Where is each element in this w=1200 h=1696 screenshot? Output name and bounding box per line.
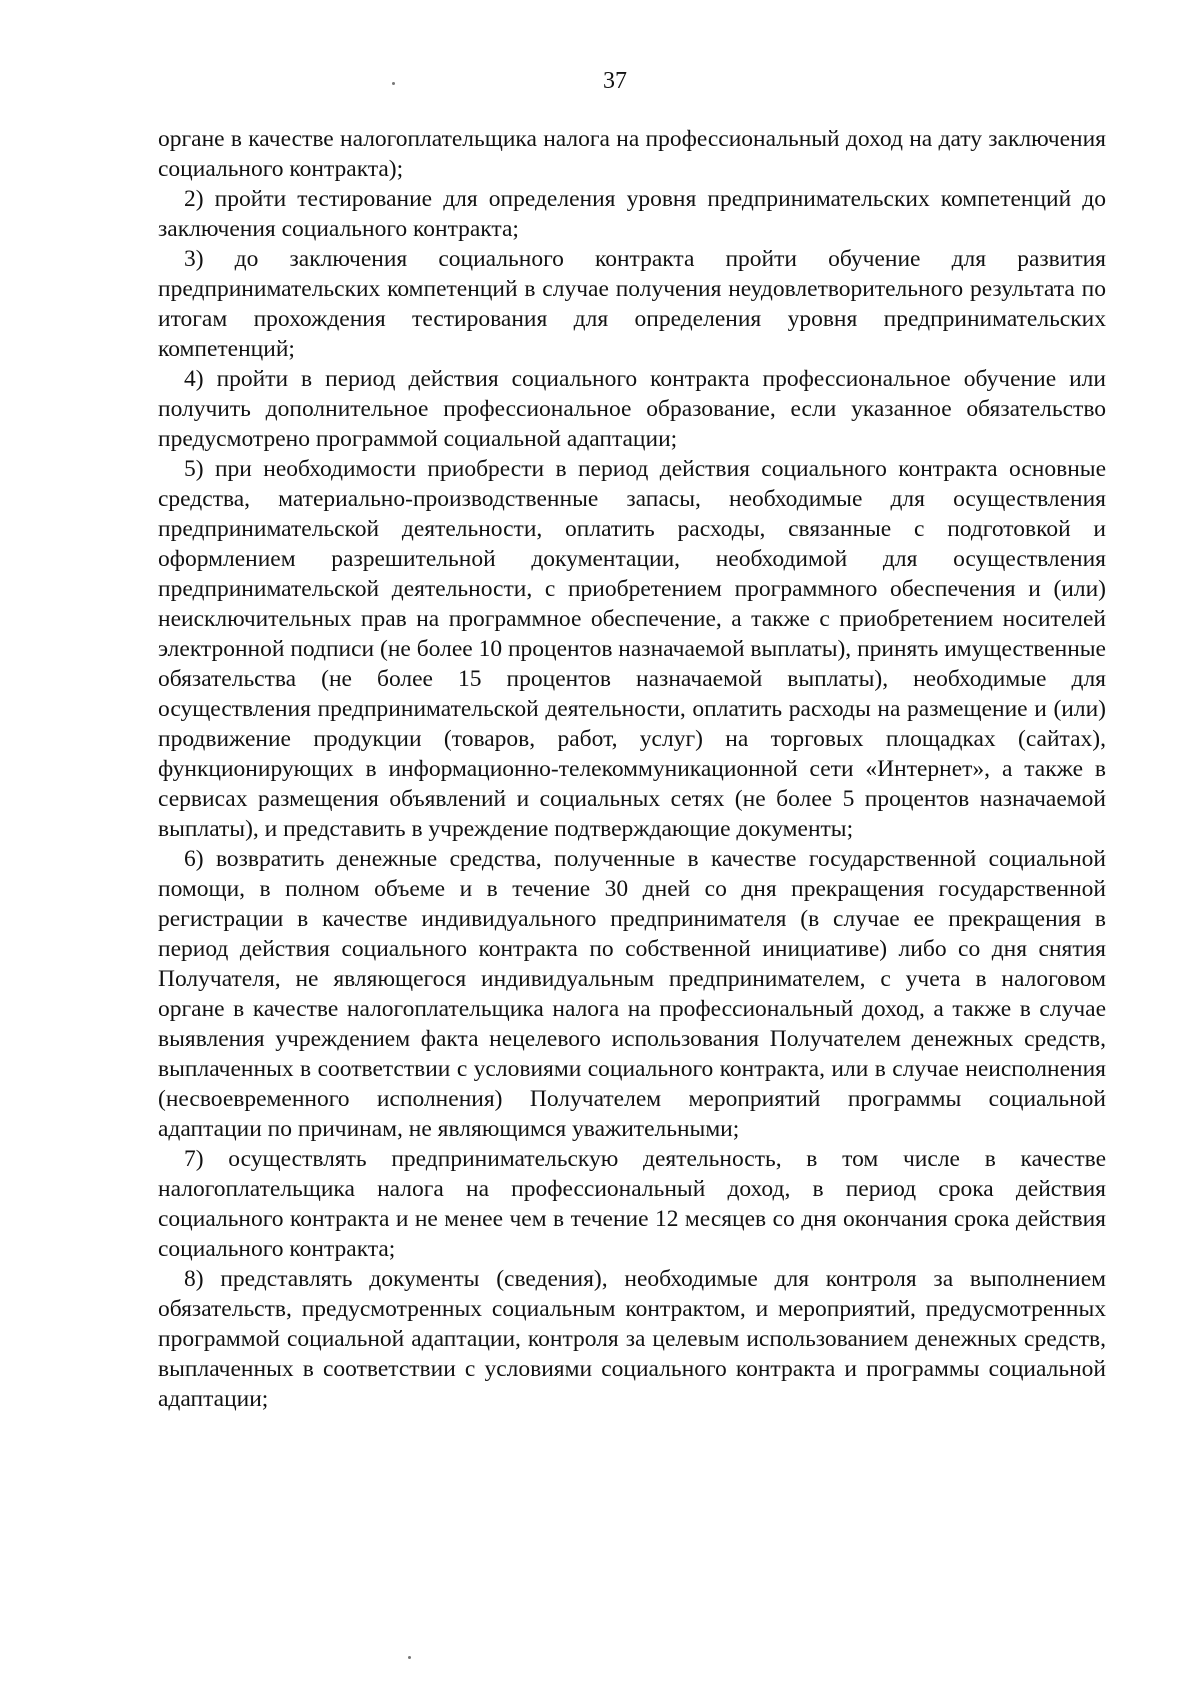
paragraph-item-7: 7) осуществлять предпринимательскую деятельность, в том числе в качестве налогоплательщика налога на профессиональный доход, в период срока действия социального контракта и не менее чем в течение 12 месяцев со дня окончания срока действия социального контракта; <box>158 1146 1106 1262</box>
document-body <box>158 124 1106 1414</box>
paragraph-item-5: 5) при необходимости приобрести в период действия социального контракта основные средства, материально-производственные запасы, необходимые для осуществления предпринимательской деятельности, оплатить расходы, связанные с подготовкой и оформлением разрешительной документации, необходимой для осуществления предпринимательской деятельности, с приобретением программного обеспечения и (или) неисключительных прав на программное обеспечение, а также с приобретением носителей электронной подписи (не более 10 процентов назначаемой выплаты), принять имущественные обязательства (не более 15 процентов назначаемой выплаты), необходимые для осуществления предпринимательской деятельности, оплатить расходы на размещение и (или) продвижение продукции (товаров, работ, услуг) на торговых площадках (сайтах), функционирующих в информационно-телекоммуникационной сети «Интернет», а также в сервисах размещения объявлений и социальных сетях (не более 5 процентов назначаемой выплаты), и представить в учреждение подтверждающие документы; <box>158 456 1106 842</box>
paragraph-item-3: 3) до заключения социального контракта пройти обучение для развития предпринимательских компетенций в случае получения неудовлетворительного результата по итогам прохождения тестирования для определения уровня предпринимательских компетенций; <box>158 246 1106 362</box>
paragraph-item-6: 6) возвратить денежные средства, полученные в качестве государственной социальной помощи, в полном объеме и в течение 30 дней со дня прекращения государственной регистрации в качестве индивидуального предпринимателя (в случае ее прекращения в период действия социального контракта по собственной инициативе) либо со дня снятия Получателя, не являющегося индивидуальным предпринимателем, с учета в налоговом органе в качестве налогоплательщика налога на профессиональный доход, а также в случае выявления учреждением факта нецелевого использования Получателем денежных средств, выплаченных в соответствии с условиями социального контракта, или в случае неисполнения (несвоевременного исполнения) Получателем мероприятий программы социальной адаптации по причинам, не являющимся уважительными; <box>158 846 1106 1142</box>
scan-speck <box>408 1656 411 1659</box>
page-number: 37 <box>603 68 627 94</box>
scan-speck <box>392 82 395 85</box>
paragraph-continuation: органе в качестве налогоплательщика налога на профессиональный доход на дату заключения социального контракта); <box>158 126 1106 182</box>
paragraph-item-2: 2) пройти тестирование для определения уровня предпринимательских компетенций до заключения социального контракта; <box>158 186 1106 242</box>
paragraph-item-8: 8) представлять документы (сведения), необходимые для контроля за выполнением обязательств, предусмотренных социальным контрактом, и мероприятий, предусмотренных программой социальной адаптации, контроля за целевым использованием денежных средств, выплаченных в соответствии с условиями социального контракта и программы социальной адаптации; <box>158 1266 1106 1412</box>
paragraph-item-4: 4) пройти в период действия социального контракта профессиональное обучение или получить дополнительное профессиональное образование, если указанное обязательство предусмотрено программой социальной адаптации; <box>158 366 1106 452</box>
